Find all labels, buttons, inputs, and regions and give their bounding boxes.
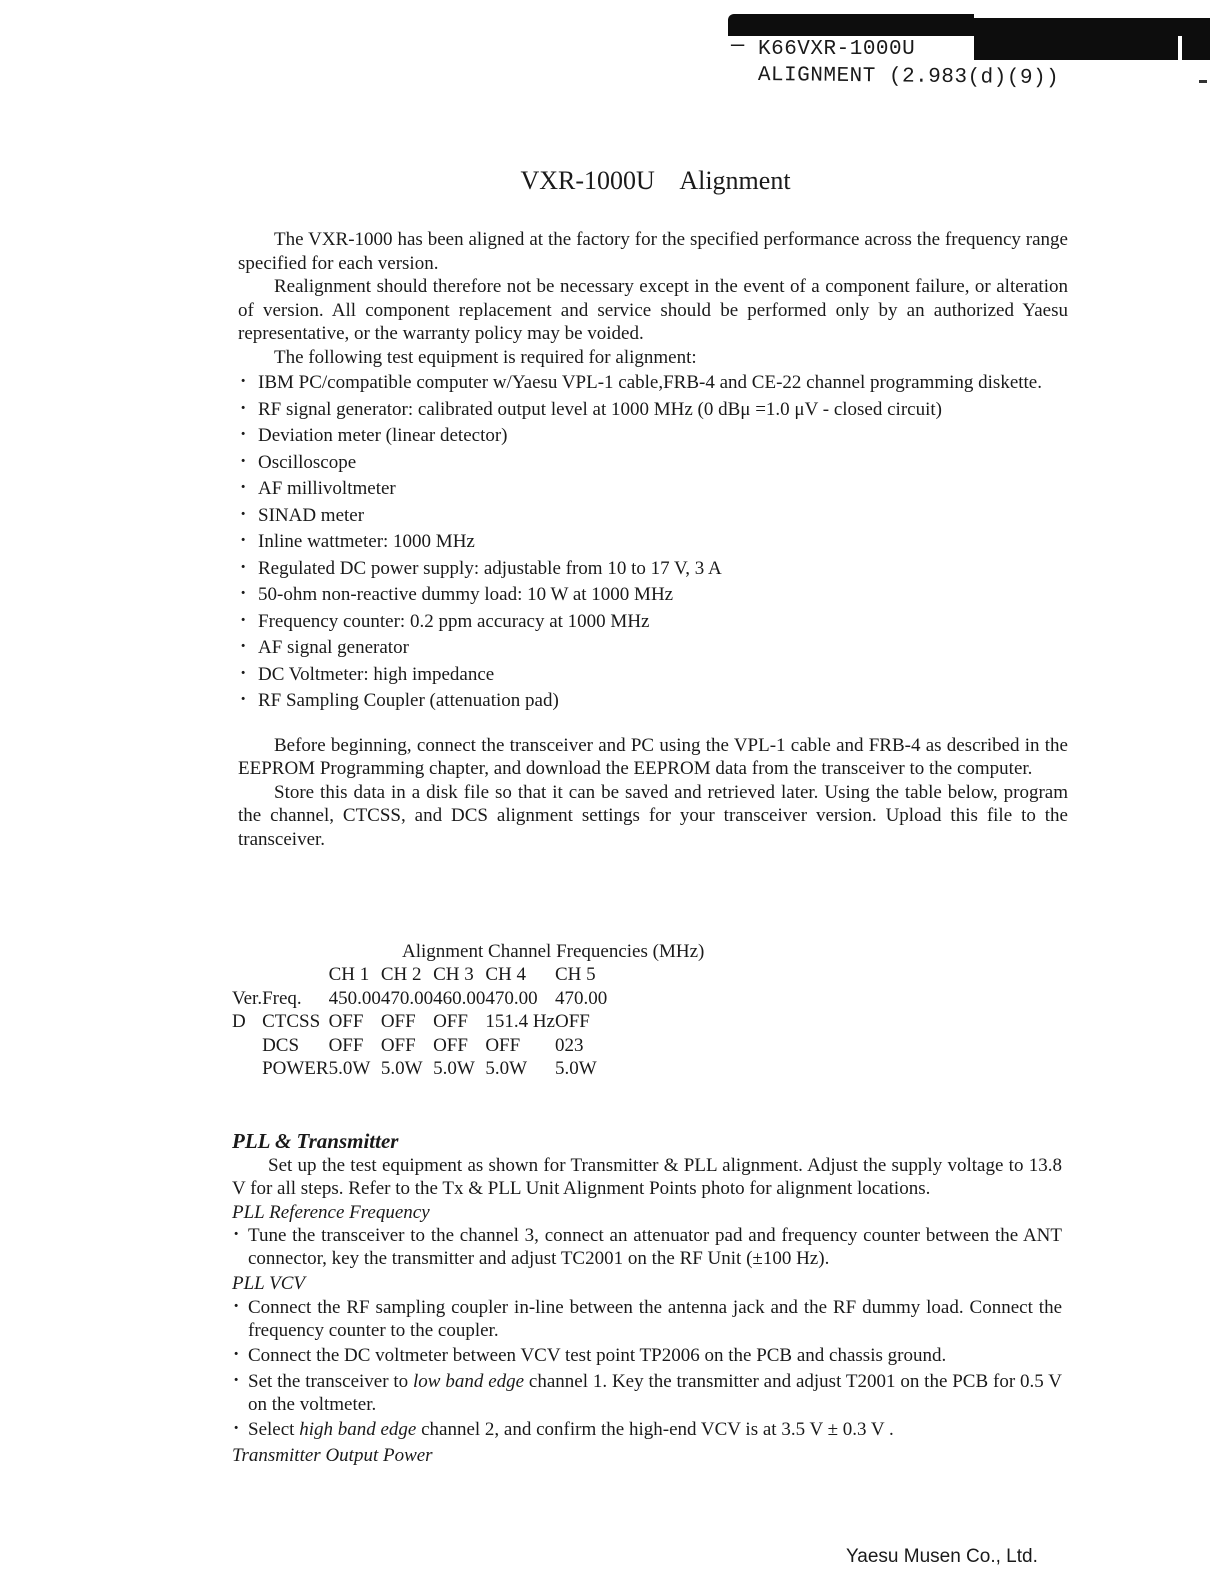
table-cell: DCS bbox=[262, 1034, 300, 1056]
table-header-row bbox=[232, 963, 607, 987]
table-row bbox=[232, 1057, 607, 1081]
table-cell: CTCSS bbox=[262, 1011, 321, 1033]
section-heading: PLL & Transmitter bbox=[232, 1129, 399, 1153]
table-cell: 5.0W bbox=[433, 1058, 475, 1080]
table-cell: OFF bbox=[328, 1034, 364, 1056]
page-title: VXR-1000U Alignment bbox=[520, 166, 791, 195]
equipment-item: · DC Voltmeter: high impedance bbox=[238, 663, 1068, 687]
table-cell: 5.0W bbox=[328, 1058, 371, 1080]
header-section: ALIGNMENT (2.983(d)(9)) bbox=[757, 64, 1060, 91]
pll-transmitter-section bbox=[232, 1128, 1062, 1467]
table-cell: D bbox=[232, 1011, 246, 1033]
table-cell: Freq. bbox=[262, 987, 302, 1009]
table-cell: 5.0W bbox=[485, 1058, 528, 1080]
intro-section bbox=[238, 228, 1068, 851]
equipment-item: · Inline wattmeter: 1000 MHz bbox=[238, 530, 1068, 554]
table-cell: 151.4 Hz bbox=[485, 1011, 555, 1033]
table-header-cell bbox=[232, 963, 262, 987]
subheading-pll-reference: PLL Reference Frequency bbox=[232, 1201, 430, 1223]
table-cell: OFF bbox=[433, 1011, 468, 1033]
equipment-item: · RF Sampling Coupler (attenuation pad) bbox=[238, 689, 1068, 713]
step-item: · Connect the RF sampling coupler in-line between the antenna jack and the RF dummy load. Connect the frequency counter to the coupler. bbox=[232, 1296, 1062, 1343]
table-cell: OFF bbox=[380, 1011, 416, 1033]
equipment-item: · AF millivoltmeter bbox=[238, 477, 1068, 501]
intro-paragraph-1: The VXR-1000 has been aligned at the factory for the specified performance across the frequency range specified for each version. bbox=[238, 229, 1068, 274]
table-cell: 5.0W bbox=[380, 1058, 423, 1080]
table-cell: Ver. bbox=[232, 987, 263, 1009]
equipment-item: · Deviation meter (linear detector) bbox=[238, 424, 1068, 448]
table-header-cell: CH 4 bbox=[485, 964, 526, 985]
table-cell: 470.00 bbox=[554, 987, 608, 1009]
table-header-cell: CH 5 bbox=[554, 964, 596, 985]
header-code: K66VXR-1000U bbox=[758, 38, 916, 61]
table-cell: 470.00 bbox=[485, 987, 538, 1009]
step-item: · Connect the DC voltmeter between VCV test point TP2006 on the PCB and chassis ground. bbox=[232, 1344, 1062, 1367]
equipment-item: · 50-ohm non-reactive dummy load: 10 W at 1000 MHz bbox=[238, 583, 1068, 607]
intro-paragraph-3: The following test equipment is required for alignment: bbox=[274, 346, 697, 368]
pll-vcv-steps bbox=[232, 1296, 1062, 1442]
table-row bbox=[232, 987, 607, 1011]
step-item: · Set the transceiver to low band edge channel 1. Key the transmitter and adjust T2001 on the PCB for 0.5 V on the voltmeter. bbox=[232, 1370, 1062, 1417]
table-row bbox=[232, 1034, 607, 1058]
table-cell bbox=[232, 1057, 262, 1081]
table-cell: 470.00 bbox=[380, 987, 434, 1009]
header-dash: — bbox=[731, 33, 745, 58]
setup-paragraph-2: Store this data in a disk file so that it can be saved and retrieved later. Using the table below, program the channel, CTCSS, and DCS alignment settings for your transceiver version. Upload this file to the transceiver. bbox=[238, 781, 1068, 850]
table-header-cell: CH 1 bbox=[328, 964, 370, 985]
setup-paragraph-1: Before beginning, connect the transceiver and PC using the VPL-1 cable and FRB-4 as described in the EEPROM Programming chapter, and download the EEPROM data from the transceiver to the computer. bbox=[238, 734, 1068, 779]
table-cell: 450.00 bbox=[328, 987, 381, 1009]
equipment-item: · Regulated DC power supply: adjustable from 10 to 17 V, 3 A bbox=[238, 557, 1068, 581]
table-cell: 023 bbox=[554, 1034, 584, 1056]
equipment-list bbox=[238, 371, 1068, 713]
equipment-item: · AF signal generator bbox=[238, 636, 1068, 660]
pll-intro: Set up the test equipment as shown for Transmitter & PLL alignment. Adjust the supply voltage to 13.8 V for all steps. Refer to the Tx & PLL Unit Alignment Points photo for alignment locations. bbox=[232, 1155, 1062, 1200]
table-cell bbox=[232, 1034, 262, 1058]
equipment-item: · Oscilloscope bbox=[238, 451, 1068, 475]
table-row bbox=[232, 1010, 607, 1034]
scan-mark bbox=[1199, 80, 1207, 83]
equipment-item: · Frequency counter: 0.2 ppm accuracy at 1000 MHz bbox=[238, 610, 1068, 634]
equipment-item: · RF signal generator: calibrated output level at 1000 MHz (0 dBμ =1.0 μV - closed circuit) bbox=[238, 398, 1068, 422]
alignment-channel-table bbox=[232, 963, 607, 1081]
table-cell: OFF bbox=[485, 1034, 521, 1056]
table-cell: OFF bbox=[554, 1011, 590, 1033]
pll-reference-steps bbox=[232, 1224, 1062, 1271]
table-cell: 460.00 bbox=[433, 987, 486, 1009]
subheading-pll-vcv: PLL VCV bbox=[232, 1273, 306, 1295]
table-cell: OFF bbox=[380, 1034, 416, 1056]
table-header-cell: CH 3 bbox=[433, 964, 474, 985]
table-header-cell: CH 2 bbox=[380, 964, 422, 985]
table-cell: 5.0W bbox=[554, 1058, 597, 1080]
step-item: · Tune the transceiver to the channel 3, connect an attenuator pad and frequency counter between the ANT connector, key the transmitter and adjust TC2001 on the RF Unit (±100 Hz). bbox=[232, 1224, 1062, 1271]
equipment-item: · SINAD meter bbox=[238, 504, 1068, 528]
intro-paragraph-2: Realignment should therefore not be necessary except in the event of a component failure, or alteration of version. All component replacement and service should be performed only by an authorized Yaesu representative, or the warranty policy may be voided. bbox=[238, 276, 1068, 344]
table-header-cell bbox=[262, 963, 329, 987]
subheading-output-power: Transmitter Output Power bbox=[232, 1444, 433, 1466]
step-item: · Select high band edge channel 2, and confirm the high-end VCV is at 3.5 V ± 0.3 V . bbox=[232, 1418, 1062, 1441]
equipment-item: · IBM PC/compatible computer w/Yaesu VPL-1 cable,FRB-4 and CE-22 channel programming diskette. bbox=[238, 371, 1068, 395]
table-cell: OFF bbox=[328, 1011, 364, 1033]
footer-company: Yaesu Musen Co., Ltd. bbox=[846, 1546, 1038, 1567]
table-cell: POWER bbox=[262, 1058, 329, 1080]
table-caption: Alignment Channel Frequencies (MHz) bbox=[402, 941, 705, 962]
table-cell: OFF bbox=[433, 1034, 468, 1056]
